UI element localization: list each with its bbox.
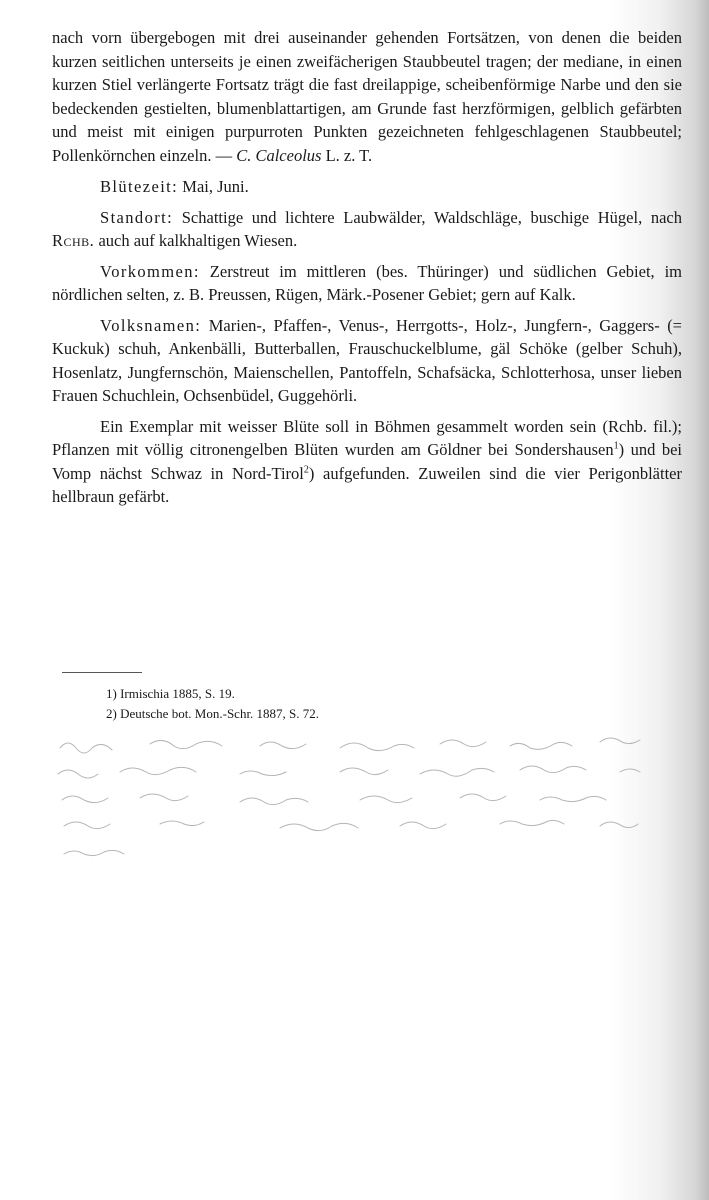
vorkommen-label: Vorkommen: xyxy=(100,261,200,281)
standort-text: Schattige und lichtere Laubwälder, Waldschläge, buschige Hügel, nach xyxy=(173,207,682,227)
footnotes xyxy=(106,684,606,724)
exemplar-text: Ein Exemplar mit weisser Blüte soll in Böhmen gesammelt worden sein (Rchb. fil.); Pflanzen mit völlig citronengelben Blüten wurden am Göldner bei Sondershausen xyxy=(52,416,682,459)
footnote-2: 2) Deutsche bot. Mon.-Schr. 1887, S. 72. xyxy=(106,706,320,721)
faint-pencil-annotation xyxy=(40,730,690,870)
footnote-ref-2: 2 xyxy=(303,464,309,475)
exemplar-paragraph xyxy=(52,415,682,509)
species-name: C. Calceolus xyxy=(236,145,322,165)
volksnamen-label: Volksnamen: xyxy=(100,315,202,335)
standort-paragraph xyxy=(52,206,682,253)
bluetezeit-paragraph xyxy=(52,175,682,199)
volksnamen-paragraph xyxy=(52,314,682,408)
footnote-separator xyxy=(62,672,142,673)
body-text xyxy=(52,26,682,516)
vorkommen-text: Zerstreut im mittleren (bes. Thüringer) und südlichen Gebiet, im nördlichen selten, z. B. Preussen, Rügen, Märk.-Posener Gebiet; gern auf Kalk. xyxy=(52,261,682,304)
volksnamen-text: Marien-, Pfaffen-, Venus-, Herrgotts-, Holz-, Jungfern-, Gaggers- (= Kuckuk) schuh, Ankenbälli, Butterballen, Frauschuckelblume, gäl Schöke (gelber Schuh), Hosenlatz, Jungfernschön, Maienschellen, Pantoffeln, Schafsäcka, Schlotterhosa, unser lieben Frauen Schuchlein, Ochsenbüdel, Guggehörli. xyxy=(52,315,682,405)
vorkommen-paragraph xyxy=(52,260,682,307)
standort-text-end: auch auf kalkhaltigen Wiesen. xyxy=(94,231,298,250)
footnote-ref-1: 1 xyxy=(613,440,619,452)
description-text: nach vorn übergebogen mit drei auseinander gehenden Fortsätzen, von denen die beiden kurzen seitlichen unterseits je einen zweifächerigen Staubbeutel tragen; der mediane, in einen kurzen Stiel verlängerte Fortsatz trägt die fast dreilappige, scheibenförmige Narbe und den sie bedeckenden gestielten, blumenblattartigen, am Grunde fast herzförmigen, gelblich gefärbten und meist mit einigen purpurroten Punkten gezeichneten fehlgeschlagenen Staubbeutel; Pollenkörnchen einzeln. — xyxy=(52,28,682,165)
standort-label: Standort: xyxy=(100,207,174,227)
bluetezeit-label: Blütezeit: xyxy=(100,177,179,196)
species-author: L. z. T. xyxy=(321,145,373,165)
footnote-1: 1) Irmischia 1885, S. 19. xyxy=(106,686,235,701)
exemplar-text-2: ) und bei Vomp nächst Schwaz in Nord-Tirol xyxy=(52,440,683,483)
bluetezeit-text: Mai, Juni. xyxy=(178,177,249,196)
description-paragraph xyxy=(52,26,682,167)
author-abbreviation: Rchb. xyxy=(52,231,95,250)
exemplar-text-3: ) aufgefunden. Zuweilen sind die vier Perigonblätter hellbraun gefärbt. xyxy=(52,463,682,506)
